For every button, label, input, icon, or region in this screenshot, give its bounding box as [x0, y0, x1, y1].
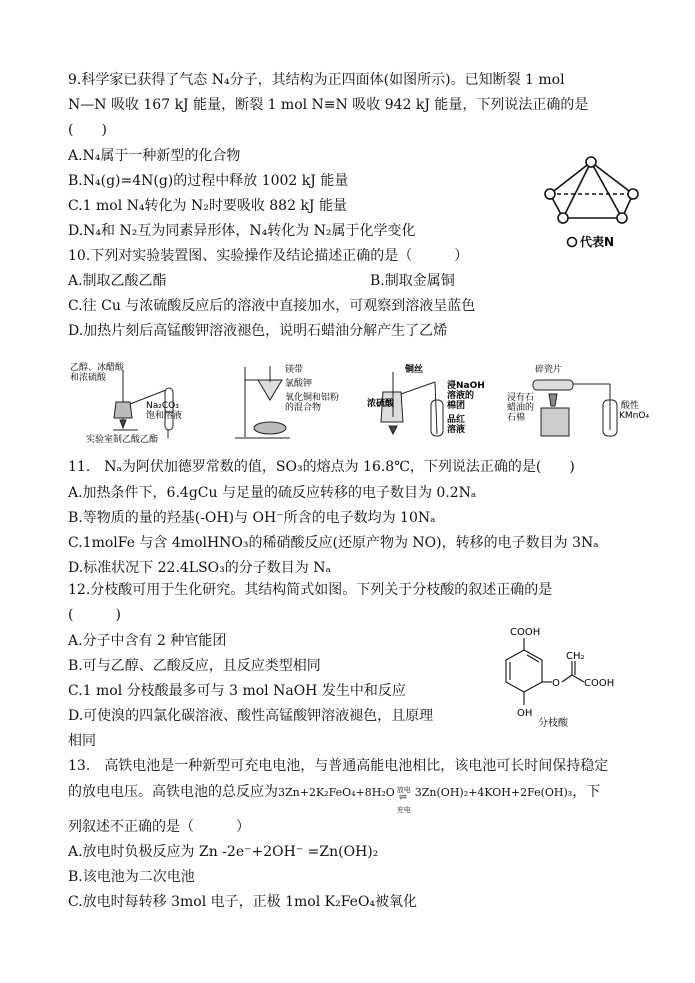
- q11-stem: 11. Nₐ为阿伏加德罗常数的值，SO₃的熔点为 16.8℃，下列说法正确的是( ): [68, 459, 575, 475]
- copper-label-1: 铜丝: [405, 365, 424, 375]
- q11-option-c: C.1molFe 与含 4molHNO₃的稀硝酸反应(还原产物为 NO)，转移的电子数目为 3Nₐ: [68, 535, 599, 551]
- q9-option-b: B.N₄(g)=4N(g)的过程中释放 1002 kJ 能量: [68, 173, 349, 189]
- q12-stem-line2: ( ): [68, 607, 121, 623]
- apparatus-figure-copper: [365, 362, 490, 442]
- copper-label-5: 棉团: [447, 401, 466, 411]
- paraffin-label-1: 碎瓷片: [535, 365, 563, 375]
- apparatus-figure-ester: [68, 360, 203, 445]
- thermite-label-1: 镁带: [285, 365, 304, 375]
- thermite-label-4: 的混合物: [285, 403, 322, 413]
- q13-option-b: B.该电池为二次电池: [68, 869, 195, 885]
- q13-stem-pre: 的放电电压。高铁电池的总反应为: [68, 784, 278, 800]
- copper-label-3: 浸NaOH: [447, 381, 485, 391]
- q10-stem: 10.下列对实验装置图、实验操作及结论描述正确的是（ ）: [68, 248, 469, 264]
- q11-option-d: D.标准状况下 22.4LSO₃的分子数目为 Nₐ: [68, 560, 331, 576]
- q13-stem-line3: 列叙述不正确的是（ ）: [68, 819, 250, 835]
- q9-option-a: A.N₄属于一种新型的化合物: [68, 148, 241, 164]
- copper-label-7: 溶液: [447, 425, 466, 435]
- chorismic-cooh-top: COOH: [510, 627, 541, 638]
- ester-label-3: Na₂CO₃: [146, 401, 179, 411]
- q9-stem-line3: ( ): [68, 122, 107, 138]
- q10-option-b: B.制取金属铜: [370, 273, 455, 289]
- n4-legend-label: 代表N: [580, 235, 615, 249]
- n4-tetrahedron-figure: [538, 150, 648, 260]
- q10-option-d: D.加热片刻后高锰酸钾溶液褪色，说明石蜡油分解产生了乙烯: [68, 323, 448, 339]
- q13-stem-post: ，下: [572, 784, 601, 800]
- ester-caption: 实验室制乙酸乙酯: [86, 435, 159, 445]
- chorismic-ch2: CH₂: [566, 651, 585, 662]
- q12-option-c: C.1 mol 分枝酸最多可与 3 mol NaOH 发生中和反应: [68, 683, 406, 699]
- apparatus-figure-paraffin: [505, 360, 650, 445]
- q12-option-b: B.可与乙醇、乙酸反应，且反应类型相同: [68, 658, 321, 674]
- q12-option-d-cont: 相同: [68, 733, 96, 749]
- q9-option-d: D.N₄和 N₂互为同素异形体，N₄转化为 N₂属于化学变化: [68, 223, 416, 239]
- copper-label-6: 品红: [447, 415, 466, 425]
- q11-option-a: A.加热条件下，6.4gCu 与足量的硫反应转移的电子数目为 0.2Nₐ: [68, 485, 477, 501]
- apparatus-figure-thermite: [230, 362, 350, 442]
- q9-stem-line1: 9.科学家已获得了气态 N₄分子，其结构为正四面体(如图所示)。已知断裂 1 mol: [68, 72, 565, 88]
- q13-option-c: C.放电时每转移 3mol 电子，正极 1mol K₂FeO₄被氧化: [68, 894, 418, 910]
- q13-eq-right: 3Zn(OH)₂+4KOH+2Fe(OH)₃: [414, 786, 573, 799]
- chorismic-caption: 分枝酸: [538, 718, 568, 729]
- q13-eq-arrow: 放电 ⇌ 充电: [395, 782, 415, 802]
- q13-stem-line1: 13. 高铁电池是一种新型可充电电池，与普通高能电池相比，该电池可长时间保持稳定: [68, 758, 609, 774]
- ester-label-2: 和浓硫酸: [70, 373, 107, 383]
- chorismic-cooh-right: COOH: [584, 678, 615, 689]
- q13-option-a: A.放电时负极反应为 Zn -2e⁻+2OH⁻ =Zn(OH)₂: [68, 844, 379, 860]
- ester-label-4: 饱和溶液: [146, 411, 183, 421]
- q13-eq-left: 3Zn+2K₂FeO₄+8H₂O: [278, 786, 395, 799]
- thermite-label-3: 氧化铜和铝粉: [285, 393, 340, 403]
- copper-label-2: 浓硫酸: [367, 399, 395, 409]
- q11-option-b: B.等物质的量的羟基(-OH)与 OH⁻所含的电子数均为 10Nₐ: [68, 510, 436, 526]
- q9-stem-line2: N—N 吸收 167 kJ 能量，断裂 1 mol N≡N 吸收 942 kJ 能量，下列说法正确的是: [68, 97, 589, 113]
- paraffin-label-5: 酸性: [621, 401, 640, 411]
- thermite-label-2: 氯酸钾: [285, 379, 313, 389]
- paraffin-label-2: 浸有石: [507, 393, 535, 403]
- q13-stem-line2: [68, 780, 601, 814]
- ester-label-1: 乙醇、冰醋酸: [70, 363, 125, 373]
- paraffin-label-3: 蜡油的: [507, 403, 535, 413]
- q12-option-a: A.分子中含有 2 种官能团: [68, 633, 227, 649]
- paraffin-label-4: 石棉: [507, 413, 526, 423]
- q9-option-c: C.1 mol N₄转化为 N₂时要吸收 882 kJ 能量: [68, 198, 347, 214]
- q12-option-d: D.可使溴的四氯化碳溶液、酸性高锰酸钾溶液褪色，且原理: [68, 708, 434, 724]
- chorismic-oh: OH: [517, 708, 533, 719]
- chorismic-o: O: [552, 678, 560, 689]
- q13-eq-charge: 充电: [396, 806, 411, 814]
- paraffin-label-6: KMnO₄: [619, 411, 650, 421]
- q10-option-c: C.往 Cu 与浓硫酸反应后的溶液中直接加水，可观察到溶液呈蓝色: [68, 298, 476, 314]
- copper-label-4: 溶液的: [447, 391, 475, 401]
- q12-stem-line1: 12.分枝酸可用于生化研究。其结构简式如图。下列关于分枝酸的叙述正确的是: [68, 582, 553, 598]
- q10-option-a: A.制取乙酸乙酯: [68, 273, 167, 289]
- chorismic-acid-structure: [498, 625, 618, 730]
- q13-eq-discharge: 放电: [396, 786, 411, 794]
